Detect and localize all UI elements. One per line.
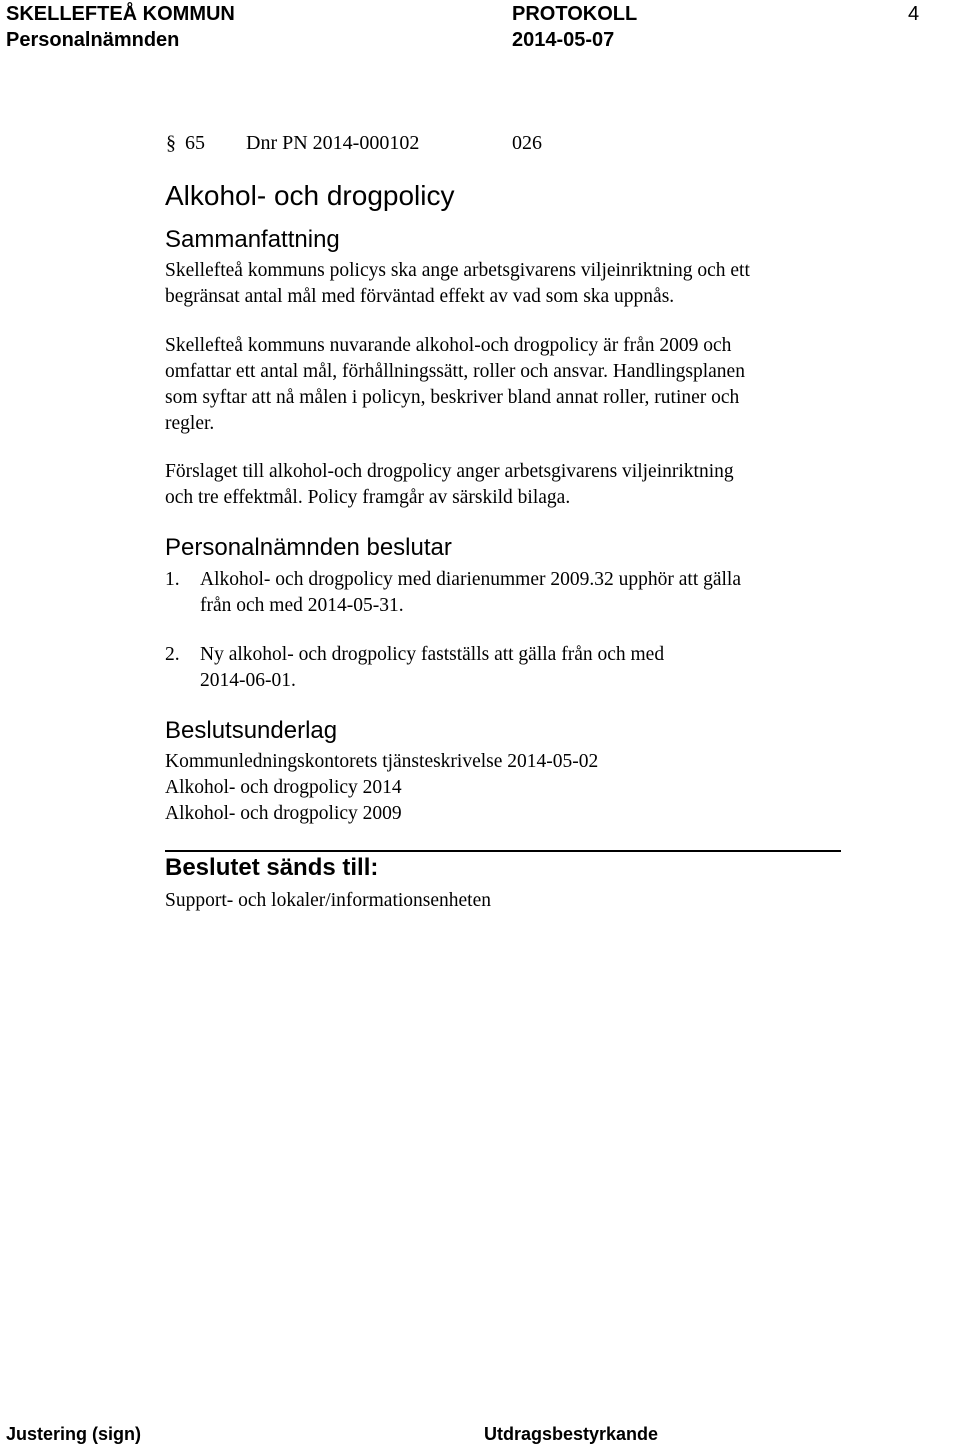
org-name: SKELLEFTEÅ KOMMUN bbox=[6, 3, 235, 25]
list-item: Kommunledningskontorets tjänsteskrivelse 2014-05-02 bbox=[165, 751, 599, 772]
text-line: från och med 2014-05-31. bbox=[200, 595, 404, 616]
document-type: PROTOKOLL bbox=[512, 3, 638, 25]
page-number: 4 bbox=[908, 3, 920, 25]
summary-heading: Sammanfattning bbox=[165, 226, 340, 253]
text-line: Alkohol- och drogpolicy med diarienummer 2009.32 upphör att gälla bbox=[200, 569, 742, 590]
decision-item-number: 2. bbox=[165, 644, 180, 665]
decision-item-1 bbox=[165, 567, 741, 619]
committee-name: Personalnämnden bbox=[6, 29, 180, 51]
text-line: begränsat antal mål med förväntad effekt av vad som ska uppnås. bbox=[165, 286, 675, 307]
divider-line bbox=[165, 850, 841, 852]
basis-list bbox=[165, 749, 598, 827]
decision-item-number: 1. bbox=[165, 569, 180, 590]
footer-certification-label: Utdragsbestyrkande bbox=[484, 1424, 659, 1444]
page-title: Alkohol- och drogpolicy bbox=[165, 180, 455, 211]
text-line: 2014-06-01. bbox=[200, 670, 296, 691]
text-line: Förslaget till alkohol-och drogpolicy anger arbetsgivarens viljeinriktning bbox=[165, 461, 734, 482]
paragraph-reference bbox=[166, 130, 205, 156]
list-item: Alkohol- och drogpolicy 2014 bbox=[165, 777, 402, 798]
decision-heading: Personalnämnden beslutar bbox=[165, 534, 452, 561]
text-line: omfattar ett antal mål, förhållningssätt, roller och ansvar. Handlingsplanen bbox=[165, 361, 745, 382]
distribution-recipient: Support- och lokaler/informationsenheten bbox=[165, 890, 491, 911]
dnr: Dnr PN 2014-000102 bbox=[246, 132, 420, 154]
text-line: och tre effektmål. Policy framgår av särskild bilaga. bbox=[165, 487, 571, 508]
text-line: regler. bbox=[165, 413, 215, 434]
summary-paragraph-3 bbox=[165, 459, 734, 511]
basis-heading: Beslutsunderlag bbox=[165, 717, 338, 744]
text-line: som syftar att nå målen i policyn, beskriver bland annat roller, rutiner och bbox=[165, 387, 740, 408]
footer-signature-label: Justering (sign) bbox=[6, 1424, 142, 1444]
distribution-heading: Beslutet sänds till: bbox=[165, 854, 379, 881]
section-sign: § bbox=[166, 132, 176, 154]
text-line: Skellefteå kommuns nuvarande alkohol-och drogpolicy är från 2009 och bbox=[165, 335, 732, 356]
text-line: Ny alkohol- och drogpolicy fastställs att gälla från och med bbox=[200, 644, 665, 665]
text-line: Skellefteå kommuns policys ska ange arbetsgivarens viljeinriktning och ett bbox=[165, 260, 750, 281]
list-item: Alkohol- och drogpolicy 2009 bbox=[165, 803, 402, 824]
summary-paragraph-1 bbox=[165, 258, 750, 310]
meeting-date: 2014-05-07 bbox=[512, 29, 615, 51]
summary-paragraph-2 bbox=[165, 333, 745, 437]
decision-item-2 bbox=[165, 642, 664, 694]
paragraph-number: 65 bbox=[185, 132, 205, 154]
archive-code: 026 bbox=[512, 132, 542, 154]
